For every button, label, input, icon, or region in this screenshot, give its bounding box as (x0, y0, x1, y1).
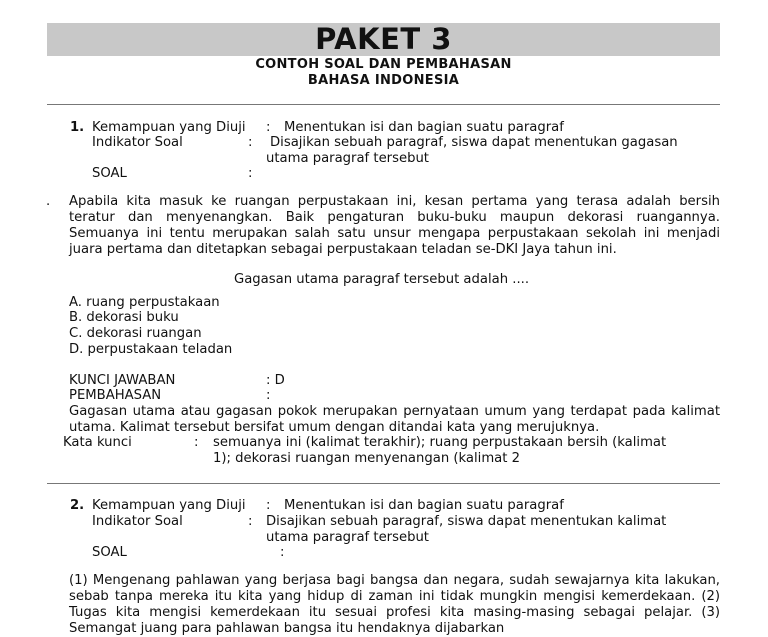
divider-middle (47, 483, 720, 484)
page-title: PAKET 3 (315, 22, 452, 56)
q1-question: Gagasan utama paragraf tersebut adalah .... (234, 272, 530, 287)
q1-katakunci-line1: semuanya ini (kalimat terakhir); ruang perpustakaan bersih (kalimat (213, 435, 667, 450)
q1-option-d: D. perpustakaan teladan (69, 342, 233, 357)
q1-pembahasan-label: PEMBAHASAN (69, 388, 162, 403)
q1-indikator-label: Indikator Soal (92, 135, 183, 150)
q1-pembahasan-colon: : (266, 388, 271, 403)
q1-soal-label: SOAL (92, 166, 127, 181)
q1-option-b: B. dekorasi buku (69, 310, 179, 325)
q1-soal-colon: : (248, 166, 253, 181)
q1-indikator-line1: Disajikan sebuah paragraf, siswa dapat menentukan gagasan (270, 135, 678, 150)
q1-paragraph: Apabila kita masuk ke ruangan perpustakaan ini, kesan pertama yang terasa adalah bersih teratur dan menyenangkan. Baik pengaturan buku-buku maupun dekorasi ruangannya. Semuanya ini tentu merupakan salah satu unsur mengapa perpustakaan sekolah ini menjadi juara pertama dan ditetapkan sebagai perpustakaan teladan se-DKI Jaya tahun ini. (69, 194, 720, 257)
q1-kemampuan-colon: : (266, 120, 271, 135)
q1-option-c: C. dekorasi ruangan (69, 326, 202, 341)
q1-indikator-colon: : (248, 135, 253, 150)
q2-kemampuan-value: Menentukan isi dan bagian suatu paragraf (284, 498, 564, 513)
q2-kemampuan-label: Kemampuan yang Diuji (92, 498, 246, 513)
q2-soal-colon: : (280, 545, 285, 560)
divider-top (47, 104, 720, 105)
q1-number: 1. (70, 120, 85, 135)
subtitle-2: BAHASA INDONESIA (307, 73, 460, 88)
q1-pembahasan-text: Gagasan utama atau gagasan pokok merupakan pernyataan umum yang terdapat pada kalimat utama. Kalimat tersebut bersifat umum dengan ditandai kata yang merujuknya. (69, 404, 720, 435)
q1-kemampuan-value: Menentukan isi dan bagian suatu paragraf (284, 120, 564, 135)
q2-number: 2. (70, 498, 85, 513)
q1-katakunci-line2: 1); dekorasi ruangan menyenangan (kalimat 2 (213, 451, 521, 466)
q1-kemampuan-label: Kemampuan yang Diuji (92, 120, 246, 135)
q2-soal-label: SOAL (92, 545, 127, 560)
q1-option-a: A. ruang perpustakaan (69, 295, 220, 310)
q1-kunci-value: : D (266, 373, 285, 388)
q1-bullet: . (46, 194, 51, 209)
title-bar (47, 23, 720, 56)
q1-katakunci-colon: : (194, 435, 199, 450)
q2-indikator-line1: Disajikan sebuah paragraf, siswa dapat menentukan kalimat (266, 514, 667, 529)
subtitle-1: CONTOH SOAL DAN PEMBAHASAN (255, 57, 512, 72)
q1-kunci-label: KUNCI JAWABAN (69, 373, 176, 388)
q2-paragraph: (1) Mengenang pahlawan yang berjasa bagi bangsa dan negara, sudah sewajarnya kita lakukan, sebab tanpa mereka itu kita yang hidup di zaman ini tidak mungkin mengisi kemerdekaan. (2) Tugas kita mengisi kemerdekaan itu sesuai profesi kita masing-masing sebagai pelajar. (3) Semangat juang para pahlawan bangsa itu hendaknya dijabarkan (69, 573, 720, 636)
q2-indikator-colon: : (248, 514, 253, 529)
q2-kemampuan-colon: : (266, 498, 271, 513)
q1-katakunci-label: Kata kunci (63, 435, 132, 450)
q2-indikator-label: Indikator Soal (92, 514, 183, 529)
q2-indikator-line2: utama paragraf tersebut (266, 530, 429, 545)
q1-indikator-line2: utama paragraf tersebut (266, 151, 429, 166)
